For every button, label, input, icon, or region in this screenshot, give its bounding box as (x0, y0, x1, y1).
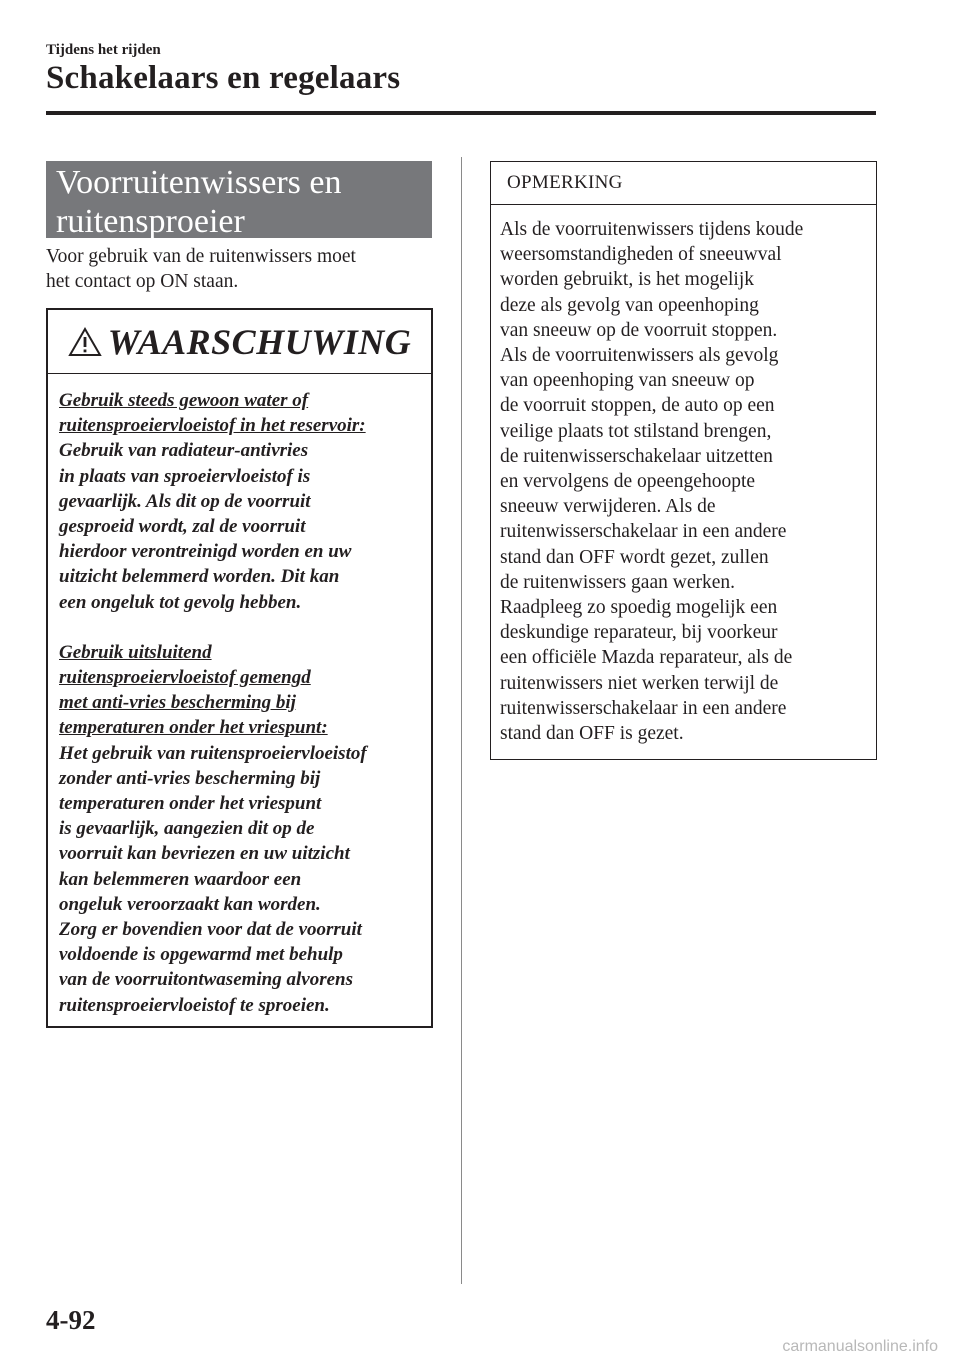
note-line: van sneeuw op de voorruit stoppen. (500, 319, 778, 341)
note-line: deskundige reparateur, bij voorkeur (500, 622, 778, 644)
intro-line: Voor gebruik van de ruitenwissers moet (46, 246, 356, 267)
warning-line: in plaats van sproeiervloeistof is (59, 465, 311, 487)
note-body (491, 205, 876, 746)
note-line: de voorruit stoppen, de auto op een (500, 395, 775, 417)
note-line: en vervolgens de opeengehoopte (500, 471, 756, 493)
warning-line: temperaturen onder het vriespunt (59, 793, 322, 815)
breadcrumb: Tijdens het rijden (46, 42, 161, 58)
warning-line: zonder anti-vries bescherming bij (59, 767, 321, 789)
warning-line: uitzicht belemmerd worden. Dit kan (59, 566, 340, 588)
warning-line: is gevaarlijk, aangezien dit op de (59, 818, 315, 840)
warning-line: van de voorruitontwaseming alvorens (59, 969, 353, 991)
note-line: veilige plaats tot stilstand brengen, (500, 420, 772, 442)
note-line: stand dan OFF is gezet. (500, 723, 684, 745)
header-rule (46, 111, 876, 115)
warning-header (48, 310, 431, 374)
note-line: ruitenwisserschakelaar in een andere (500, 521, 787, 543)
warning-subheading: met anti-vries bescherming bij (59, 692, 296, 714)
warning-line: Gebruik van radiateur-antivries (59, 440, 309, 462)
warning-line: voorruit kan bevriezen en uw uitzicht (59, 843, 350, 865)
paragraph-gap (59, 615, 431, 640)
note-line: ruitenwissers niet werken terwijl de (500, 672, 779, 694)
warning-box (46, 308, 433, 1028)
section-heading-line: ruitensproeier (56, 203, 245, 240)
warning-line: hierdoor verontreinigd worden en uw (59, 541, 352, 563)
warning-subheading: Gebruik steeds gewoon water of (59, 390, 309, 411)
warning-subheading: ruitensproeiervloeistof in het reservoir: (59, 415, 366, 437)
note-line: Als de voorruitenwissers als gevolg (500, 345, 779, 367)
warning-body (48, 374, 431, 1018)
note-box (490, 161, 877, 760)
note-line: de ruitenwisserschakelaar uitzetten (500, 445, 773, 467)
note-line: Raadpleeg zo spoedig mogelijk een (500, 597, 778, 619)
note-line: stand dan OFF wordt gezet, zullen (500, 546, 769, 568)
note-line: worden gebruikt, is het mogelijk (500, 269, 754, 291)
warning-line: een ongeluk tot gevolg hebben. (59, 591, 302, 613)
warning-line: gesproeid wordt, zal de voorruit (59, 516, 306, 538)
note-line: sneeuw verwijderen. Als de (500, 496, 716, 518)
warning-line: voldoende is opgewarmd met behulp (59, 944, 343, 966)
section-heading-line: Voorruitenwissers en (56, 164, 342, 201)
watermark: carmanualsonline.info (782, 1338, 938, 1355)
note-title: OPMERKING (491, 162, 876, 205)
warning-title: WAARSCHUWING (107, 321, 412, 362)
intro-line: het contact op ON staan. (46, 271, 239, 292)
note-line: van opeenhoping van sneeuw op (500, 370, 755, 392)
note-line: weersomstandigheden of sneeuwval (500, 244, 782, 266)
warning-subheading: temperaturen onder het vriespunt: (59, 717, 328, 739)
note-line: een officiële Mazda reparateur, als de (500, 647, 793, 669)
note-line: de ruitenwissers gaan werken. (500, 571, 735, 593)
note-line: Als de voorruitenwissers tijdens koude (500, 219, 804, 240)
column-divider (461, 157, 462, 1284)
note-line: ruitenwisserschakelaar in een andere (500, 697, 787, 719)
warning-subheading: Gebruik uitsluitend (59, 641, 212, 663)
warning-line: Zorg er bovendien voor dat de voorruit (59, 919, 362, 941)
page-title: Schakelaars en regelaars (46, 60, 401, 96)
page-number: 4-92 (46, 1305, 96, 1335)
warning-line: Het gebruik van ruitensproeiervloeistof (59, 742, 367, 764)
warning-subheading: ruitensproeiervloeistof gemengd (59, 667, 311, 689)
warning-line: gevaarlijk. Als dit op de voorruit (59, 490, 311, 512)
warning-triangle-icon (68, 327, 102, 357)
warning-line: ongeluk veroorzaakt kan worden. (59, 893, 321, 915)
warning-line: ruitensproeiervloeistof te sproeien. (59, 994, 330, 1016)
intro-text (46, 244, 436, 294)
section-heading (46, 161, 432, 238)
note-line: deze als gevolg van opeenhoping (500, 294, 759, 316)
warning-line: kan belemmeren waardoor een (59, 868, 302, 890)
